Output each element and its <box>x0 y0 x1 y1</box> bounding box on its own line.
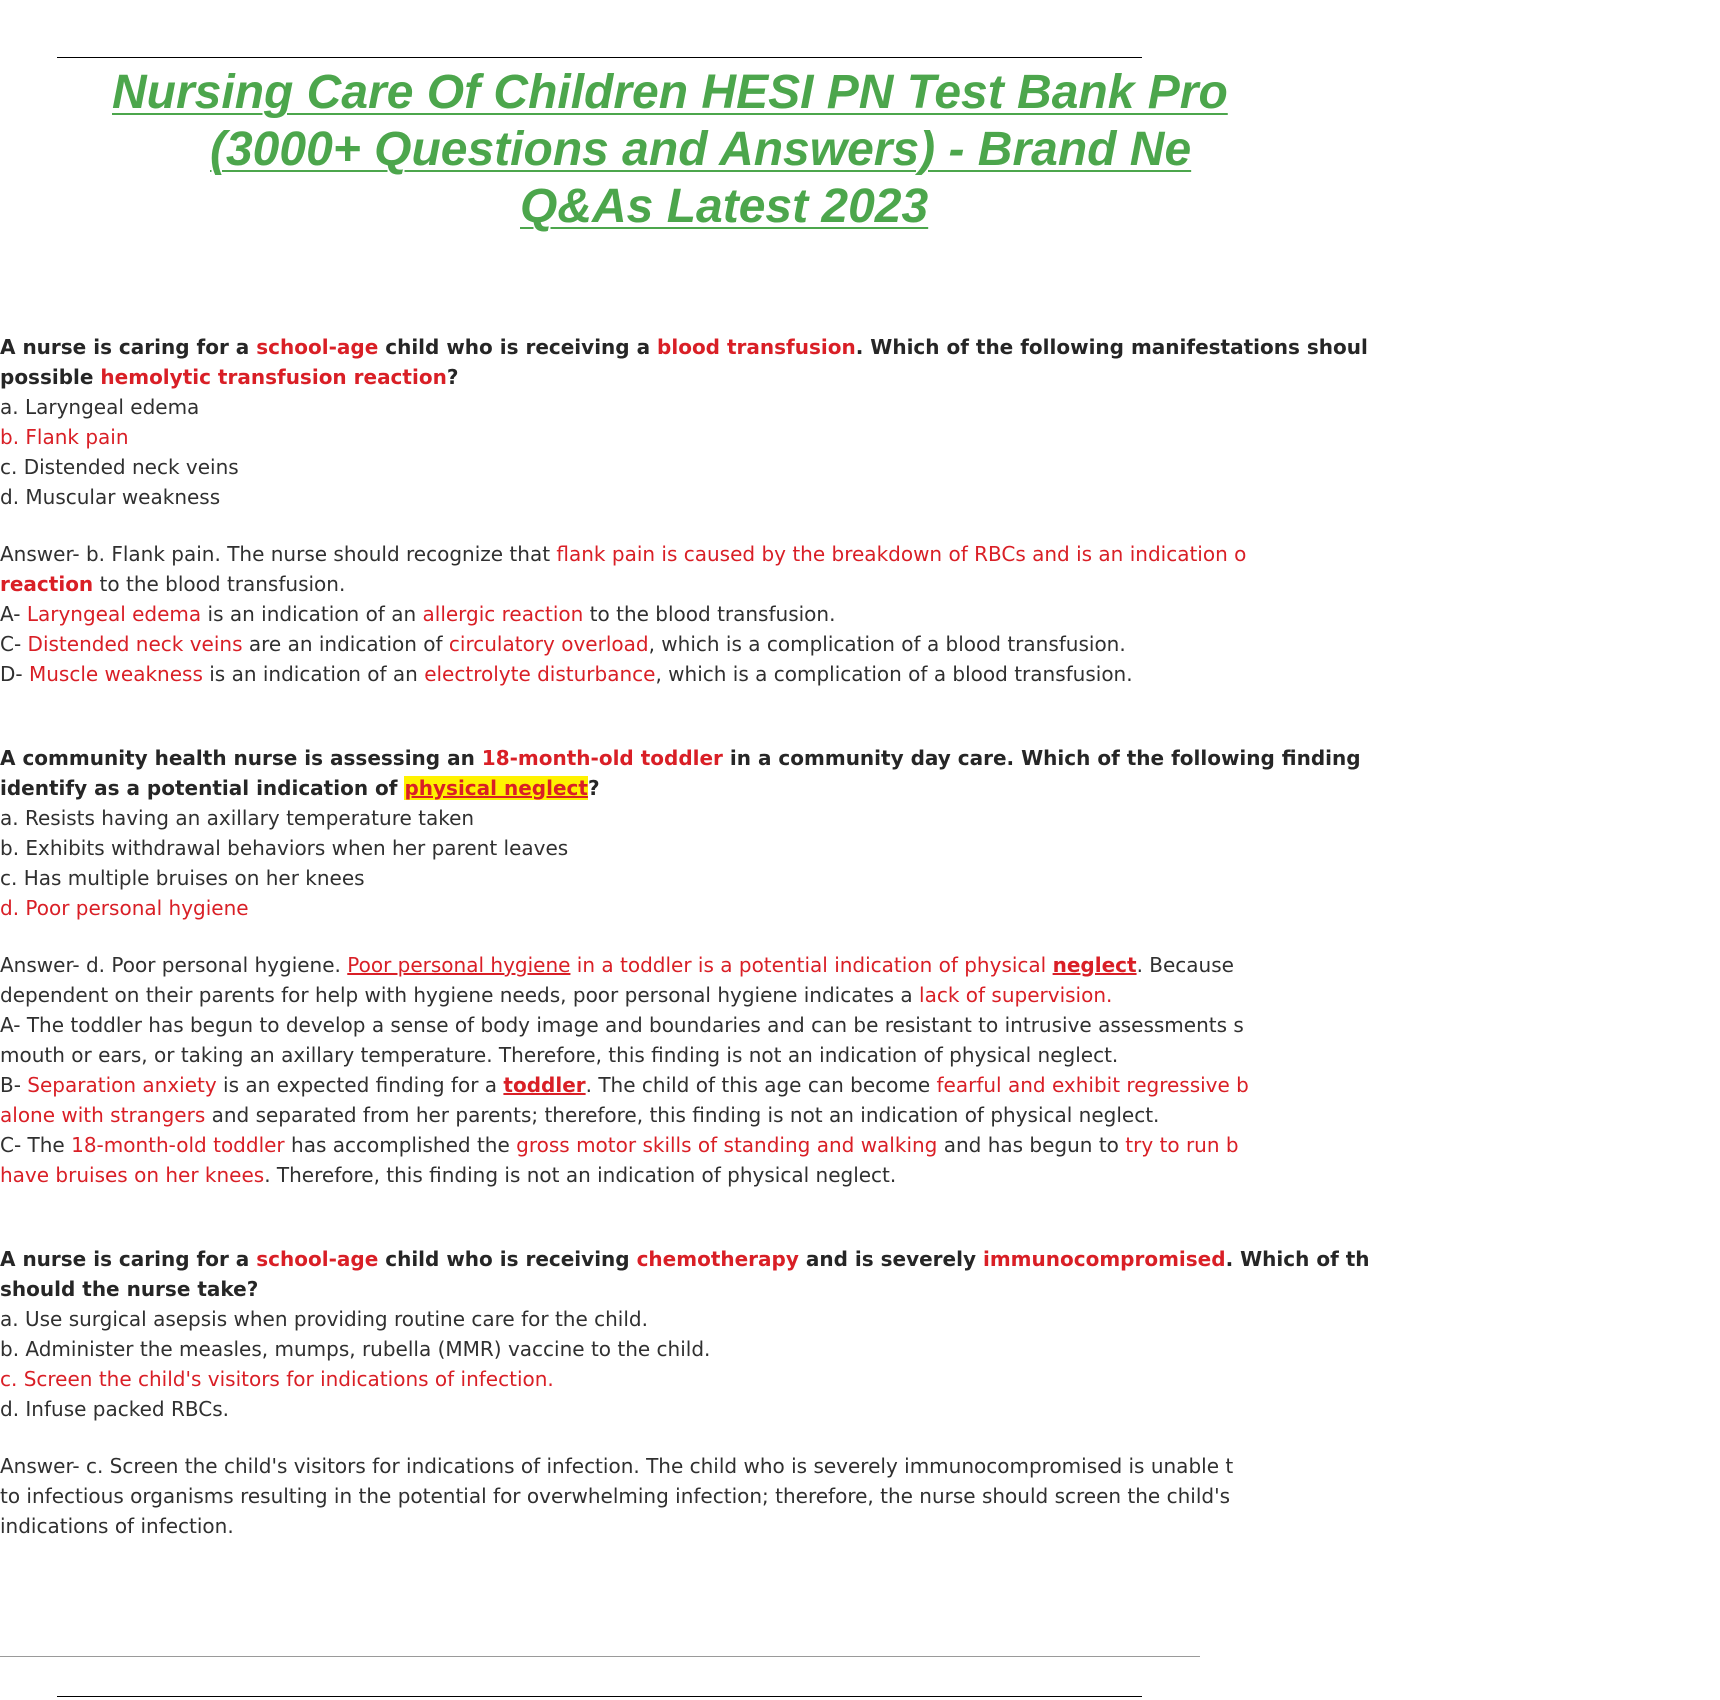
q1-stem-line-1: A nurse is caring for a school-age child who is receiving a blood transfusion. Which of the following manifestations shoul <box>0 335 1368 359</box>
q2-option-d: d. Poor personal hygiene <box>0 896 249 920</box>
q1-option-c: c. Distended neck veins <box>0 455 239 479</box>
q2-option-b: b. Exhibits withdrawal behaviors when her parent leaves <box>0 836 569 860</box>
q1-answer-line-1: Answer- b. Flank pain. The nurse should recognize that flank pain is caused by the breakdown of RBCs and is an indication o <box>0 542 1247 566</box>
title-line-1: Nursing Care Of Children HESI PN Test Bank Pro <box>112 66 1228 119</box>
q2-rationale-a-line-2: mouth or ears, or taking an axillary temperature. Therefore, this finding is not an indication of physical neglect. <box>0 1043 1119 1067</box>
q2-stem-line-2: identify as a potential indication of physical neglect? <box>0 776 600 800</box>
q1-rationale-c: C- Distended neck veins are an indication of circulatory overload, which is a complication of a blood transfusion. <box>0 632 1126 656</box>
q1-rationale-a: A- Laryngeal edema is an indication of an allergic reaction to the blood transfusion. <box>0 602 836 626</box>
top-rule <box>57 57 1142 58</box>
document-body <box>0 332 1370 1541</box>
q1-rationale-d: D- Muscle weakness is an indication of an electrolyte disturbance, which is a complication of a blood transfusion. <box>0 662 1133 686</box>
q1-option-a: a. Laryngeal edema <box>0 395 200 419</box>
q2-rationale-c-line-2: have bruises on her knees. Therefore, this finding is not an indication of physical neglect. <box>0 1163 897 1187</box>
q2-option-c: c. Has multiple bruises on her knees <box>0 866 365 890</box>
highlighted-term: physical neglect <box>404 776 588 800</box>
q3-stem-line-2: should the nurse take? <box>0 1277 259 1301</box>
q1-answer-line-2: reaction to the blood transfusion. <box>0 572 346 596</box>
q1-stem-line-2: possible hemolytic transfusion reaction? <box>0 365 459 389</box>
q3-option-c: c. Screen the child's visitors for indications of infection. <box>0 1367 554 1391</box>
q3-stem-line-1: A nurse is caring for a school-age child who is receiving chemotherapy and is severely immunocompromised. Which of th <box>0 1247 1370 1271</box>
q3-answer-line-3: indications of infection. <box>0 1514 234 1538</box>
footer-rule-gray <box>0 1656 1200 1657</box>
q3-answer-line-2: to infectious organisms resulting in the potential for overwhelming infection; therefore, the nurse should screen the child's <box>0 1484 1230 1508</box>
q3-option-d: d. Infuse packed RBCs. <box>0 1397 229 1421</box>
q2-rationale-a-line-1: A- The toddler has begun to develop a sense of body image and boundaries and can be resistant to intrusive assessments s <box>0 1013 1244 1037</box>
footer-rule-black <box>57 1696 1142 1697</box>
document-title <box>0 64 1228 235</box>
q3-answer-line-1: Answer- c. Screen the child's visitors for indications of infection. The child who is severely immunocompromised is unable t <box>0 1454 1234 1478</box>
q2-rationale-c-line-1: C- The 18-month-old toddler has accomplished the gross motor skills of standing and walking and has begun to try to run b <box>0 1133 1239 1157</box>
q1-option-d: d. Muscular weakness <box>0 485 221 509</box>
q2-rationale-b-line-2: alone with strangers and separated from her parents; therefore, this finding is not an indication of physical neglect. <box>0 1103 1160 1127</box>
title-line-2: (3000+ Questions and Answers) - Brand Ne <box>210 123 1192 176</box>
q3-option-b: b. Administer the measles, mumps, rubella (MMR) vaccine to the child. <box>0 1337 711 1361</box>
title-line-3: Q&As Latest 2023 <box>520 180 929 233</box>
q2-stem-line-1: A community health nurse is assessing an 18-month-old toddler in a community day care. Which of the following finding <box>0 746 1361 770</box>
q2-rationale-b-line-1: B- Separation anxiety is an expected finding for a toddler. The child of this age can become fearful and exhibit regressive b <box>0 1073 1249 1097</box>
q1-option-b: b. Flank pain <box>0 425 129 449</box>
q2-answer-line-2: dependent on their parents for help with hygiene needs, poor personal hygiene indicates a lack of supervision. <box>0 983 1113 1007</box>
q2-option-a: a. Resists having an axillary temperature taken <box>0 806 475 830</box>
q2-answer-line-1: Answer- d. Poor personal hygiene. Poor personal hygiene in a toddler is a potential indication of physical neglect. Because <box>0 953 1234 977</box>
q3-option-a: a. Use surgical asepsis when providing routine care for the child. <box>0 1307 648 1331</box>
